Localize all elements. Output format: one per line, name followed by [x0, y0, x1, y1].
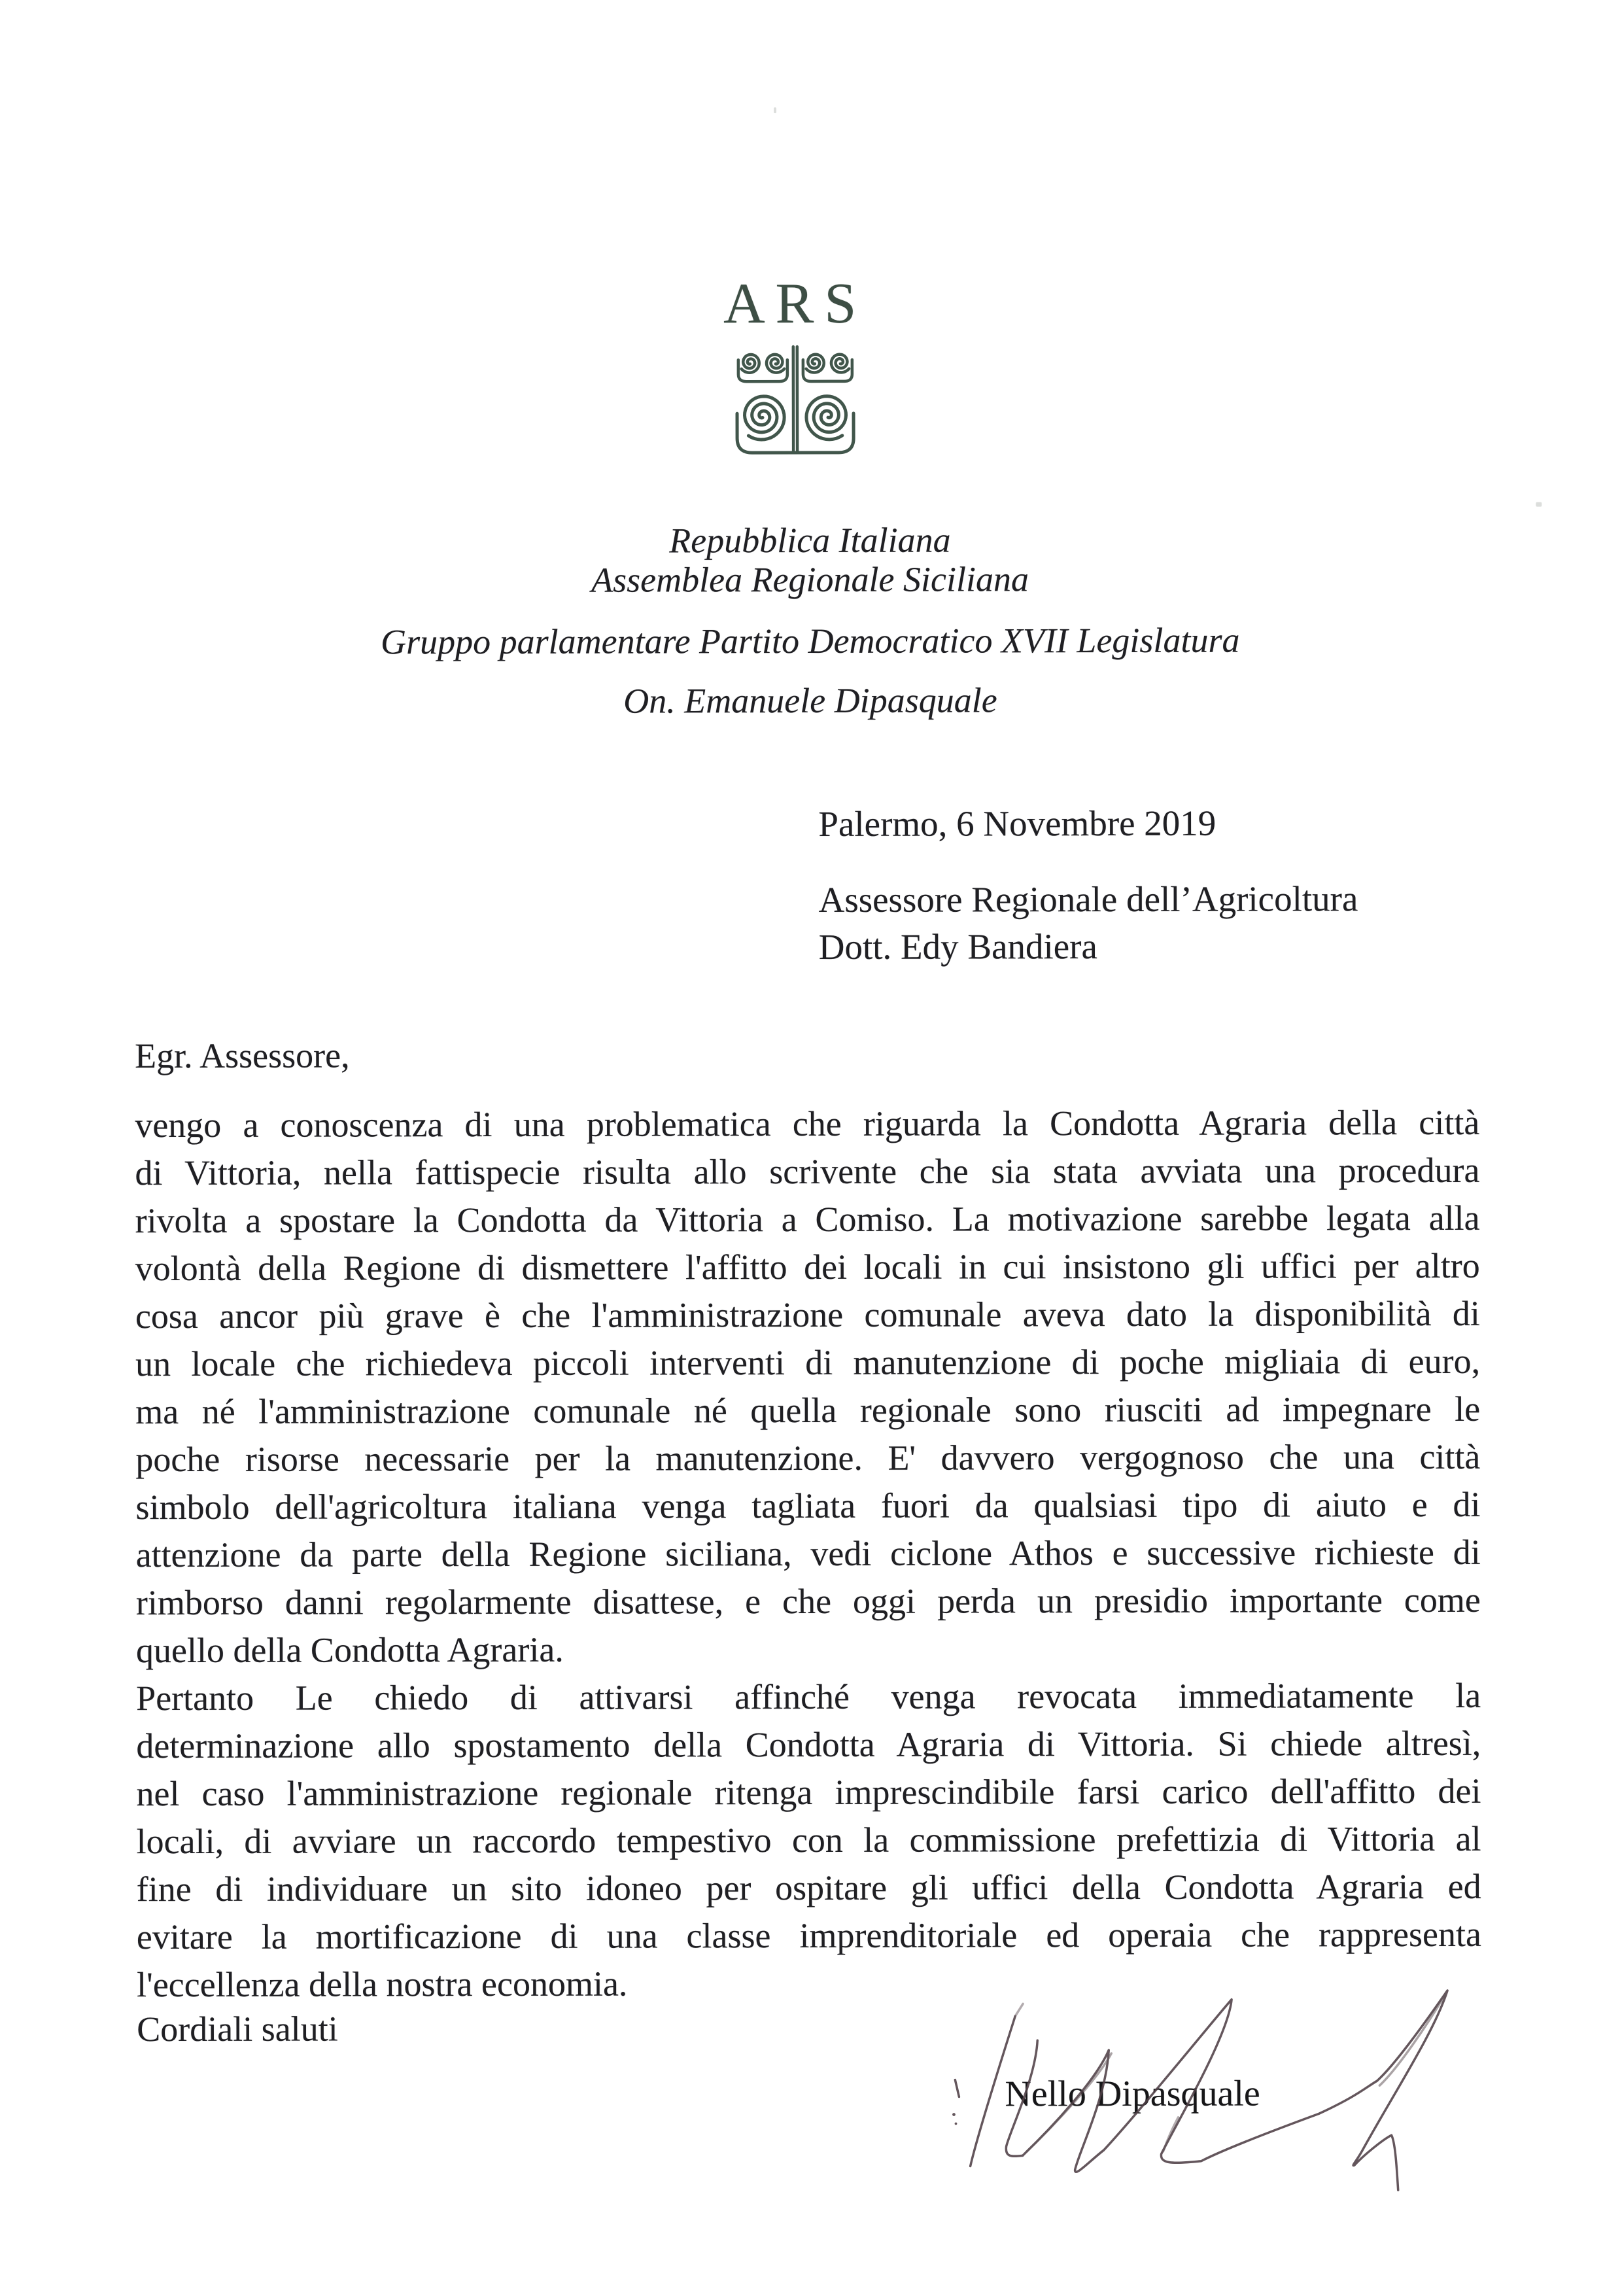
body-line: determinazione allo spostamento della Condotta Agraria di Vittoria. Si chiede altresì,	[136, 1723, 1481, 1766]
signature-stroke	[1006, 2040, 1038, 2156]
scan-speck	[1536, 502, 1542, 507]
logo-stem	[793, 347, 797, 452]
body-line: poche risorse necessarie per la manutenzione. E' davvero vergognoso che una città	[135, 1436, 1481, 1480]
logo-spiral	[831, 355, 849, 373]
recipient-name: Dott. Edy Bandiera	[818, 926, 1097, 967]
body-line: di Vittoria, nella fattispecie risulta allo scrivente che sia stata avviata una procedura	[135, 1150, 1480, 1193]
body-line: locali, di avviare un raccordo tempestivo con la commissione prefettizia di Vittoria al	[136, 1818, 1481, 1862]
ars-spiral-logo-icon	[730, 340, 861, 461]
letterhead-line-repubblica: Repubblica Italiana	[669, 520, 951, 561]
handwritten-signature	[937, 1979, 1474, 2206]
body-line: attenzione da parte della Regione siciliana, vedi ciclone Athos e successive richieste di	[135, 1532, 1481, 1575]
signature-stroke	[955, 2080, 959, 2097]
recipient-title: Assessore Regionale dell’Agricoltura	[818, 878, 1358, 920]
letterhead-line-gruppo: Gruppo parlamentare Partito Democratico XVII Legislatura	[380, 620, 1240, 662]
signature-stroke	[1103, 1991, 1448, 2191]
body-line: Pertanto Le chiedo di attivarsi affinché venga revocata immediatamente la	[136, 1675, 1481, 1718]
logo-spiral	[744, 396, 784, 440]
logo-spiral	[742, 355, 759, 373]
body-line: l'eccellenza della nostra economia.	[136, 1964, 628, 2005]
body-line: ma né l'amministrazione comunale né quella regionale sono riusciti ad impegnare le	[135, 1389, 1481, 1432]
letterhead-line-deputato: On. Emanuele Dipasquale	[623, 680, 997, 721]
logo-spiral	[767, 355, 784, 373]
signer-name: Nello Dipasquale	[1005, 2073, 1260, 2115]
logo-spiral	[806, 355, 824, 373]
body-line: rivolta a spostare la Condotta da Vittoria a Comiso. La motivazione sarebbe legata alla	[135, 1198, 1480, 1241]
body-line: evitare la mortificazione di una classe imprenditoriale ed operaia che rappresenta	[136, 1914, 1481, 1957]
salutation: Egr. Assessore,	[135, 1035, 350, 1076]
dateline: Palermo, 6 Novembre 2019	[818, 803, 1216, 844]
closing: Cordiali saluti	[137, 2009, 338, 2049]
signature-stroke	[1015, 2004, 1023, 2016]
letterhead-line-assemblea: Assemblea Regionale Siciliana	[591, 559, 1029, 600]
signature-dot	[955, 2123, 958, 2125]
org-acronym: ARS	[723, 271, 867, 336]
letter-body	[135, 1099, 1481, 2009]
signature-dot	[952, 2113, 956, 2116]
body-line: simbolo dell'agricoltura italiana venga tagliata fuori da qualsiasi tipo di aiuto e di	[135, 1484, 1481, 1527]
body-line: quello della Condotta Agraria.	[135, 1629, 564, 1671]
body-line: vengo a conoscenza di una problematica che riguarda la Condotta Agraria della città	[135, 1102, 1480, 1145]
signature-stroke	[970, 2016, 1015, 2166]
body-line: fine di individuare un sito idoneo per ospitare gli uffici della Condotta Agraria ed	[136, 1866, 1481, 1909]
signature-stroke	[1163, 2117, 1178, 2151]
logo-spiral	[806, 396, 846, 440]
body-line: volontà della Regione di dismettere l'affitto dei locali in cui insistono gli uffici per altro	[135, 1245, 1480, 1289]
scan-speck	[774, 107, 776, 113]
body-line: nel caso l'amministrazione regionale ritenga imprescindibile farsi carico dell'affitto dei	[136, 1771, 1481, 1814]
body-line: un locale che richiedeva piccoli interventi di manutenzione di poche migliaia di euro,	[135, 1341, 1481, 1384]
body-line: rimborso danni regolarmente disattese, e che oggi perda un presidio importante come	[135, 1580, 1481, 1623]
body-line: cosa ancor più grave è che l'amministrazione comunale aveva dato la disponibilità di	[135, 1293, 1480, 1336]
